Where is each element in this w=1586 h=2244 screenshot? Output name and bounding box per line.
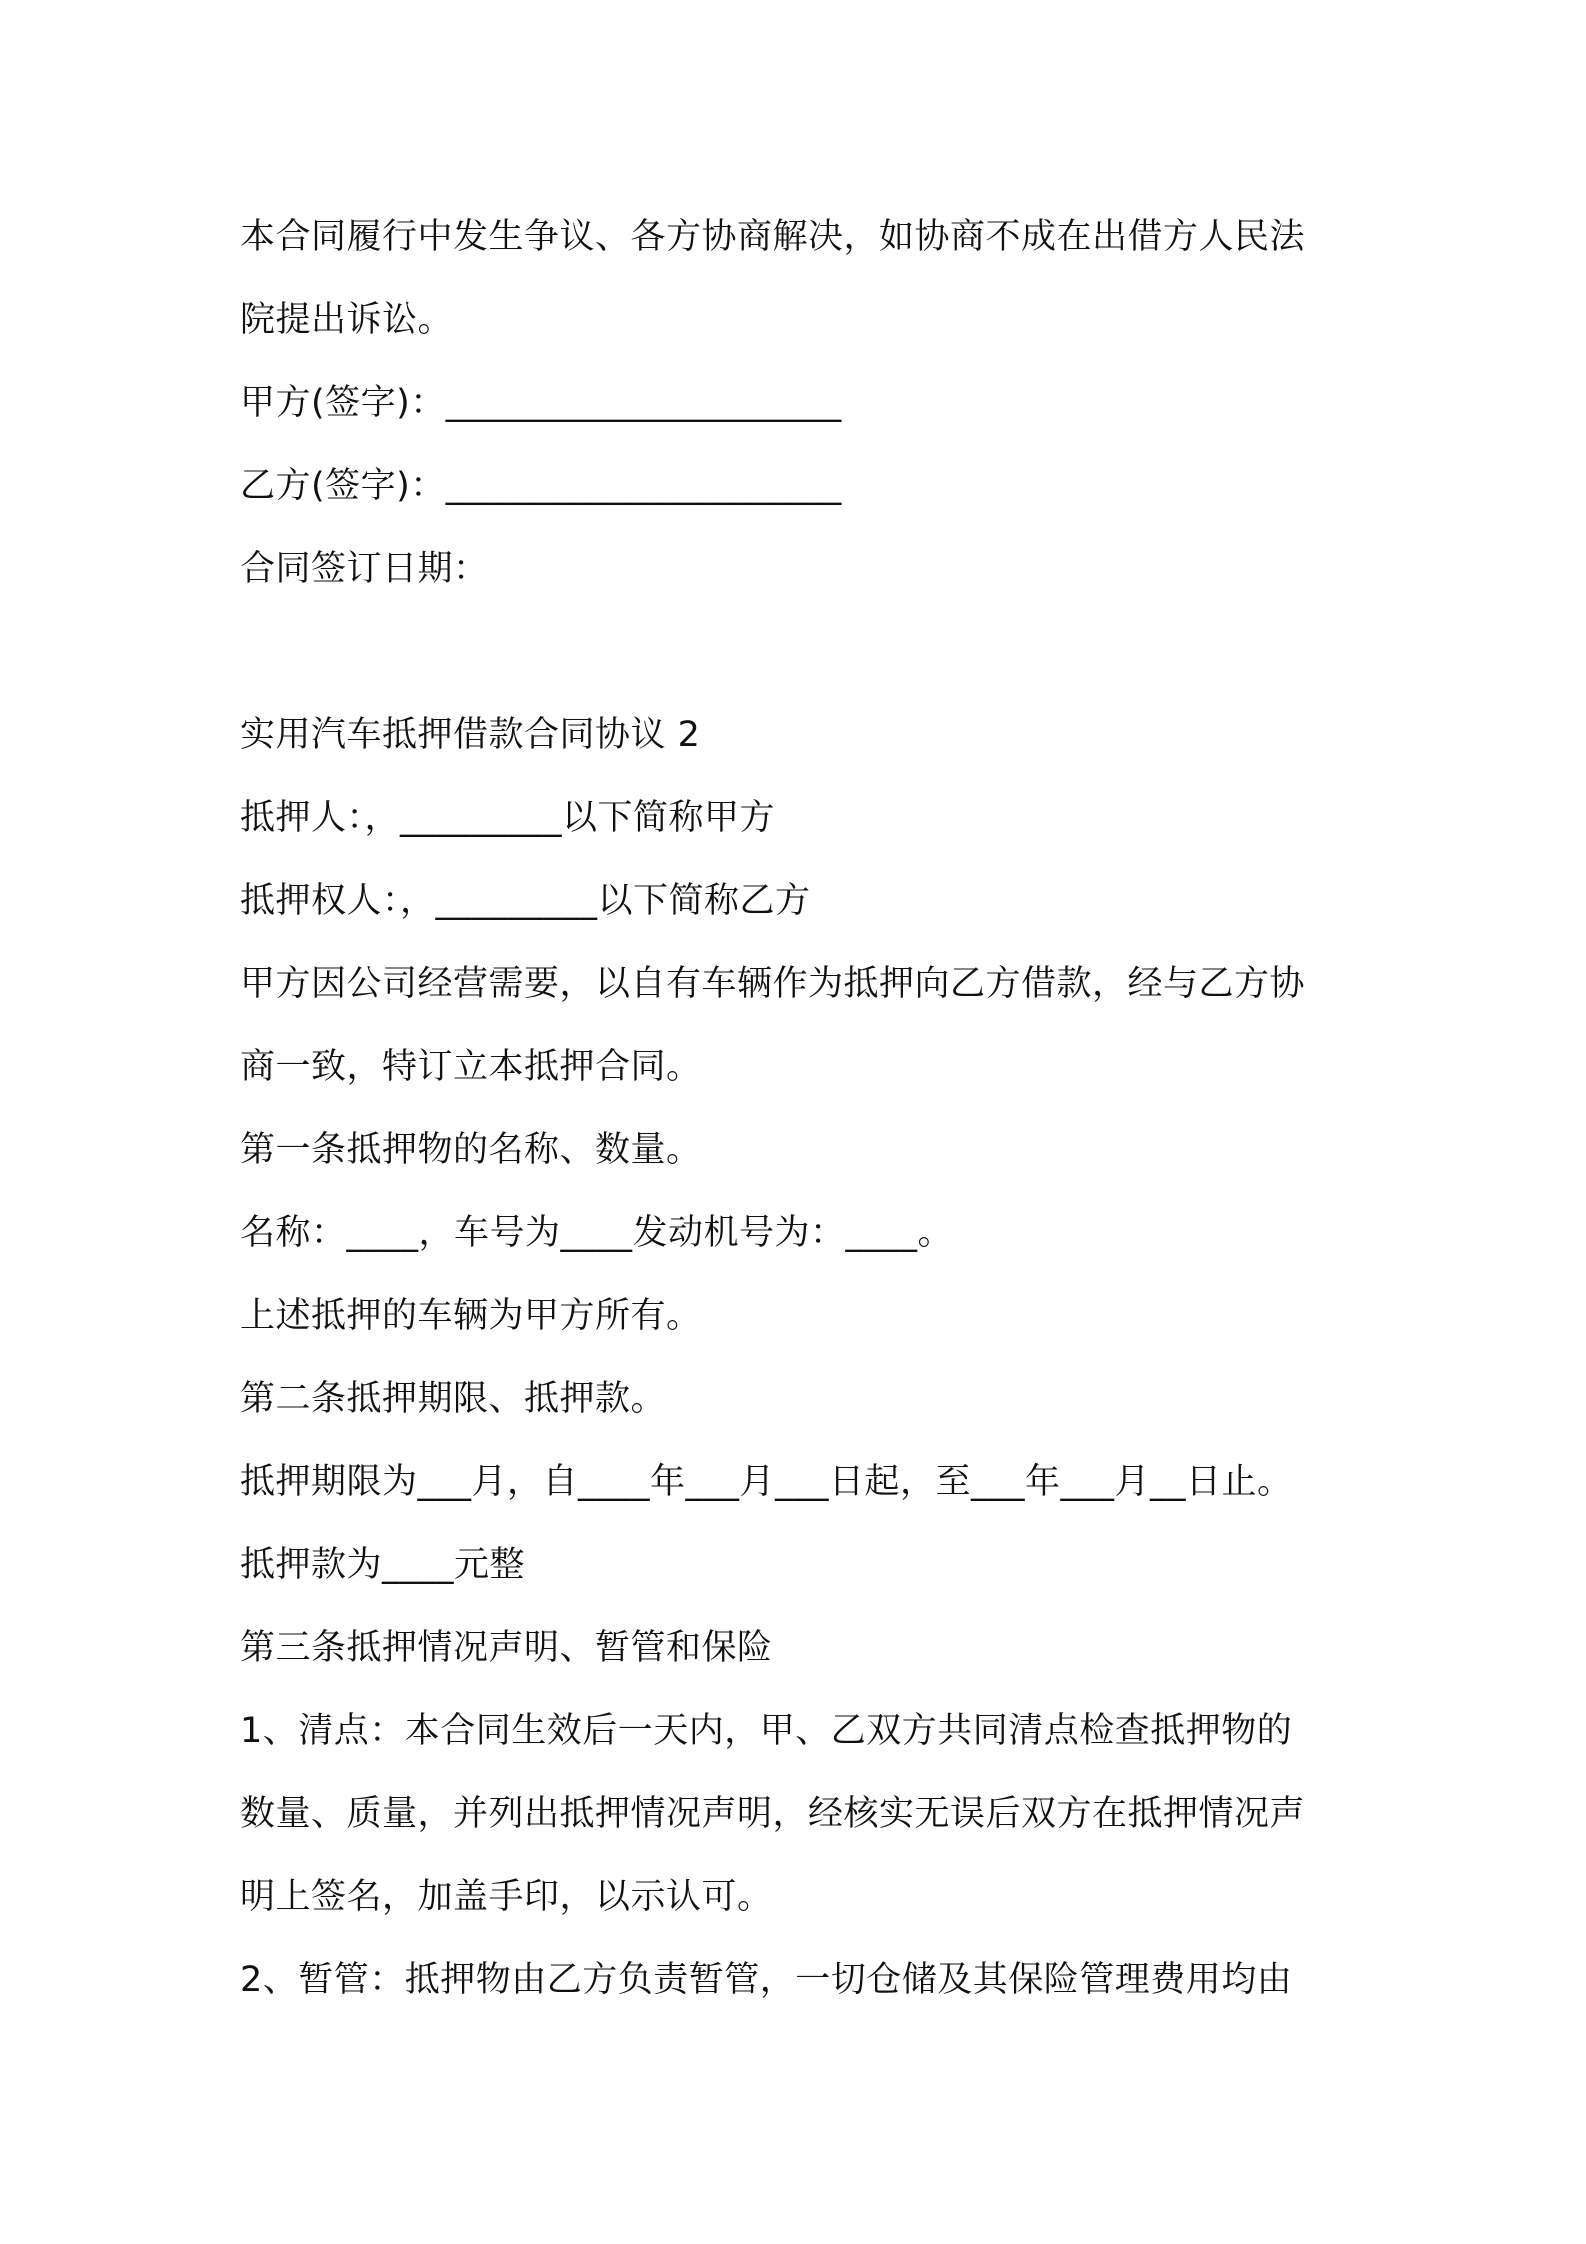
party-b-signature-line: 乙方(签字)：______________________: [240, 466, 842, 506]
inventory-clause-line-2: 数量、质量，并列出抵押情况声明，经核实无误后双方在抵押情况声: [240, 1794, 1306, 1834]
mortgagee-line: 抵押权人：，_________以下简称乙方: [240, 881, 811, 921]
inventory-clause-line-3: 明上签名，加盖手印，以示认可。: [240, 1877, 773, 1917]
preamble-line-2: 商一致，特订立本抵押合同。: [240, 1047, 702, 1087]
preamble-line-1: 甲方因公司经营需要，以自有车辆作为抵押向乙方借款，经与乙方协: [240, 964, 1306, 1004]
ownership-line: 上述抵押的车辆为甲方所有。: [240, 1296, 702, 1336]
inventory-clause-line-1: 1、清点：本合同生效后一天内，甲、乙双方共同清点检查抵押物的: [240, 1711, 1293, 1751]
mortgagor-line: 抵押人：，_________以下简称甲方: [240, 798, 776, 838]
dispute-clause-line-1: 本合同履行中发生争议、各方协商解决，如协商不成在出借方人民法: [240, 217, 1306, 257]
document-body: [240, 196, 1360, 2022]
mortgage-amount-line: 抵押款为____元整: [240, 1545, 526, 1585]
vehicle-details-line: 名称：____，车号为____发动机号为：____。: [240, 1213, 954, 1253]
custody-clause-line-1: 2、暂管：抵押物由乙方负责暂管，一切仓储及其保险管理费用均由: [240, 1960, 1293, 2000]
article-3-heading: 第三条抵押情况声明、暂管和保险: [240, 1628, 773, 1668]
article-2-heading: 第二条抵押期限、抵押款。: [240, 1379, 667, 1419]
mortgage-term-line: 抵押期限为___月，自____年___月___日起，至___年___月__日止。: [240, 1462, 1293, 1502]
article-1-heading: 第一条抵押物的名称、数量。: [240, 1130, 702, 1170]
party-a-signature-line: 甲方(签字)：______________________: [240, 383, 842, 423]
contract-title: 实用汽车抵押借款合同协议 2: [240, 715, 701, 755]
dispute-clause-line-2: 院提出诉讼。: [240, 300, 454, 340]
section-spacer: [240, 611, 1360, 694]
contract-date-line: 合同签订日期：: [240, 549, 489, 589]
